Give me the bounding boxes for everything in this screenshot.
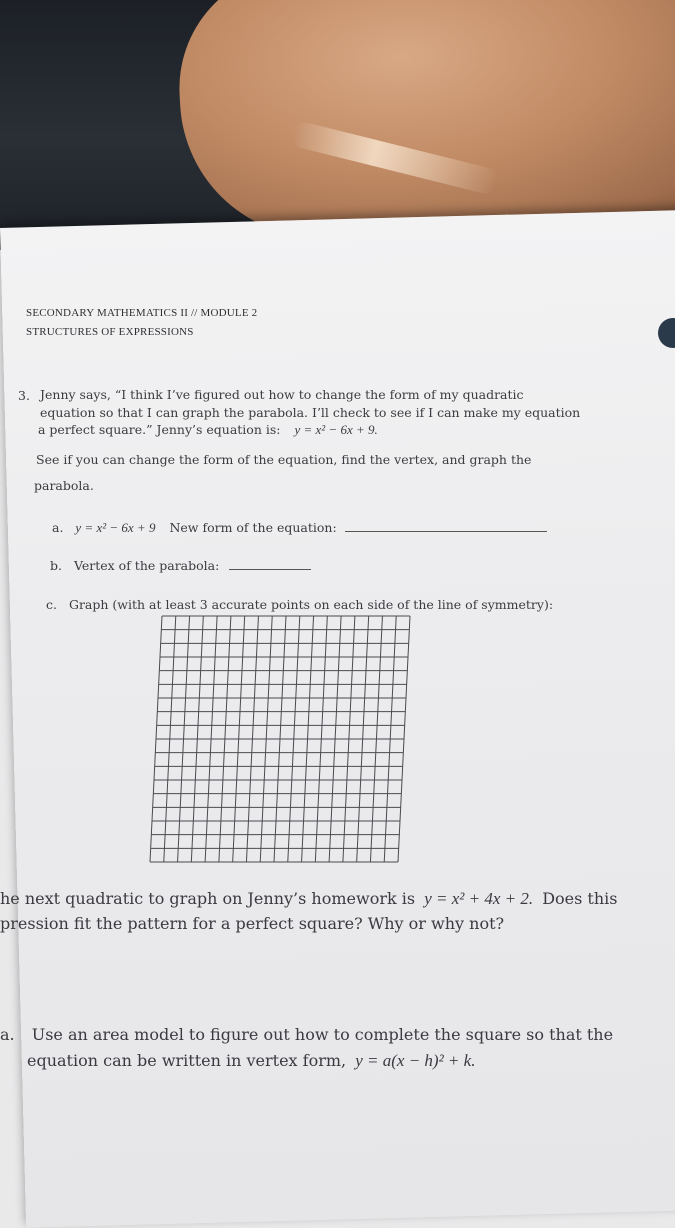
part-b-text: Vertex of the parabola: bbox=[73, 558, 220, 573]
part-a-text: New form of the equation: bbox=[169, 520, 337, 535]
problem4a-line2: equation can be written in vertex form, y = a(x − h)² + k. bbox=[27, 1051, 476, 1070]
problem4-equation: y = x² + 4x + 2. bbox=[424, 889, 534, 908]
part-c-row: c. Graph (with at least 3 accurate points on each side of the line of symmetry): bbox=[46, 597, 554, 612]
problem4-line2: pression fit the pattern for a perfect square? Why or why not? bbox=[0, 914, 505, 933]
part-b-row: b. Vertex of the parabola: bbox=[50, 558, 311, 573]
problem3-line3: a perfect square.” Jenny’s equation is: y = x² − 6x + 9. bbox=[38, 422, 378, 437]
part-a-row: a. y = x² − 6x + 9 New form of the equation: bbox=[52, 520, 547, 536]
graph-grid[interactable] bbox=[148, 614, 418, 866]
instruction-line2: parabola. bbox=[34, 478, 94, 493]
problem4a-line1: a. Use an area model to figure out how to complete the square so that the bbox=[0, 1025, 614, 1044]
header-course: SECONDARY MATHEMATICS II // MODULE 2 bbox=[26, 307, 258, 319]
problem3-line1: Jenny says, “I think I’ve figured out how to change the form of my quadratic bbox=[40, 387, 524, 402]
part-a-equation: y = x² − 6x + 9 bbox=[75, 520, 156, 535]
jenny-equation: y = x² − 6x + 9. bbox=[294, 422, 378, 437]
problem3-number: 3. bbox=[18, 388, 30, 403]
part-b-answer-line[interactable] bbox=[229, 559, 311, 570]
problem3-line2: equation so that I can graph the parabola. I’ll check to see if I can make my equation bbox=[40, 405, 581, 420]
instruction-line1: See if you can change the form of the equation, find the vertex, and graph the bbox=[36, 452, 532, 467]
vertex-form-equation: y = a(x − h)² + k. bbox=[355, 1051, 476, 1070]
part-c-text: Graph (with at least 3 accurate points on each side of the line of symmetry): bbox=[68, 597, 554, 612]
part-a-answer-line[interactable] bbox=[345, 521, 547, 532]
problem4-line1: he next quadratic to graph on Jenny’s homework is y = x² + 4x + 2. Does this bbox=[0, 889, 618, 908]
header-section: STRUCTURES OF EXPRESSIONS bbox=[26, 326, 194, 338]
